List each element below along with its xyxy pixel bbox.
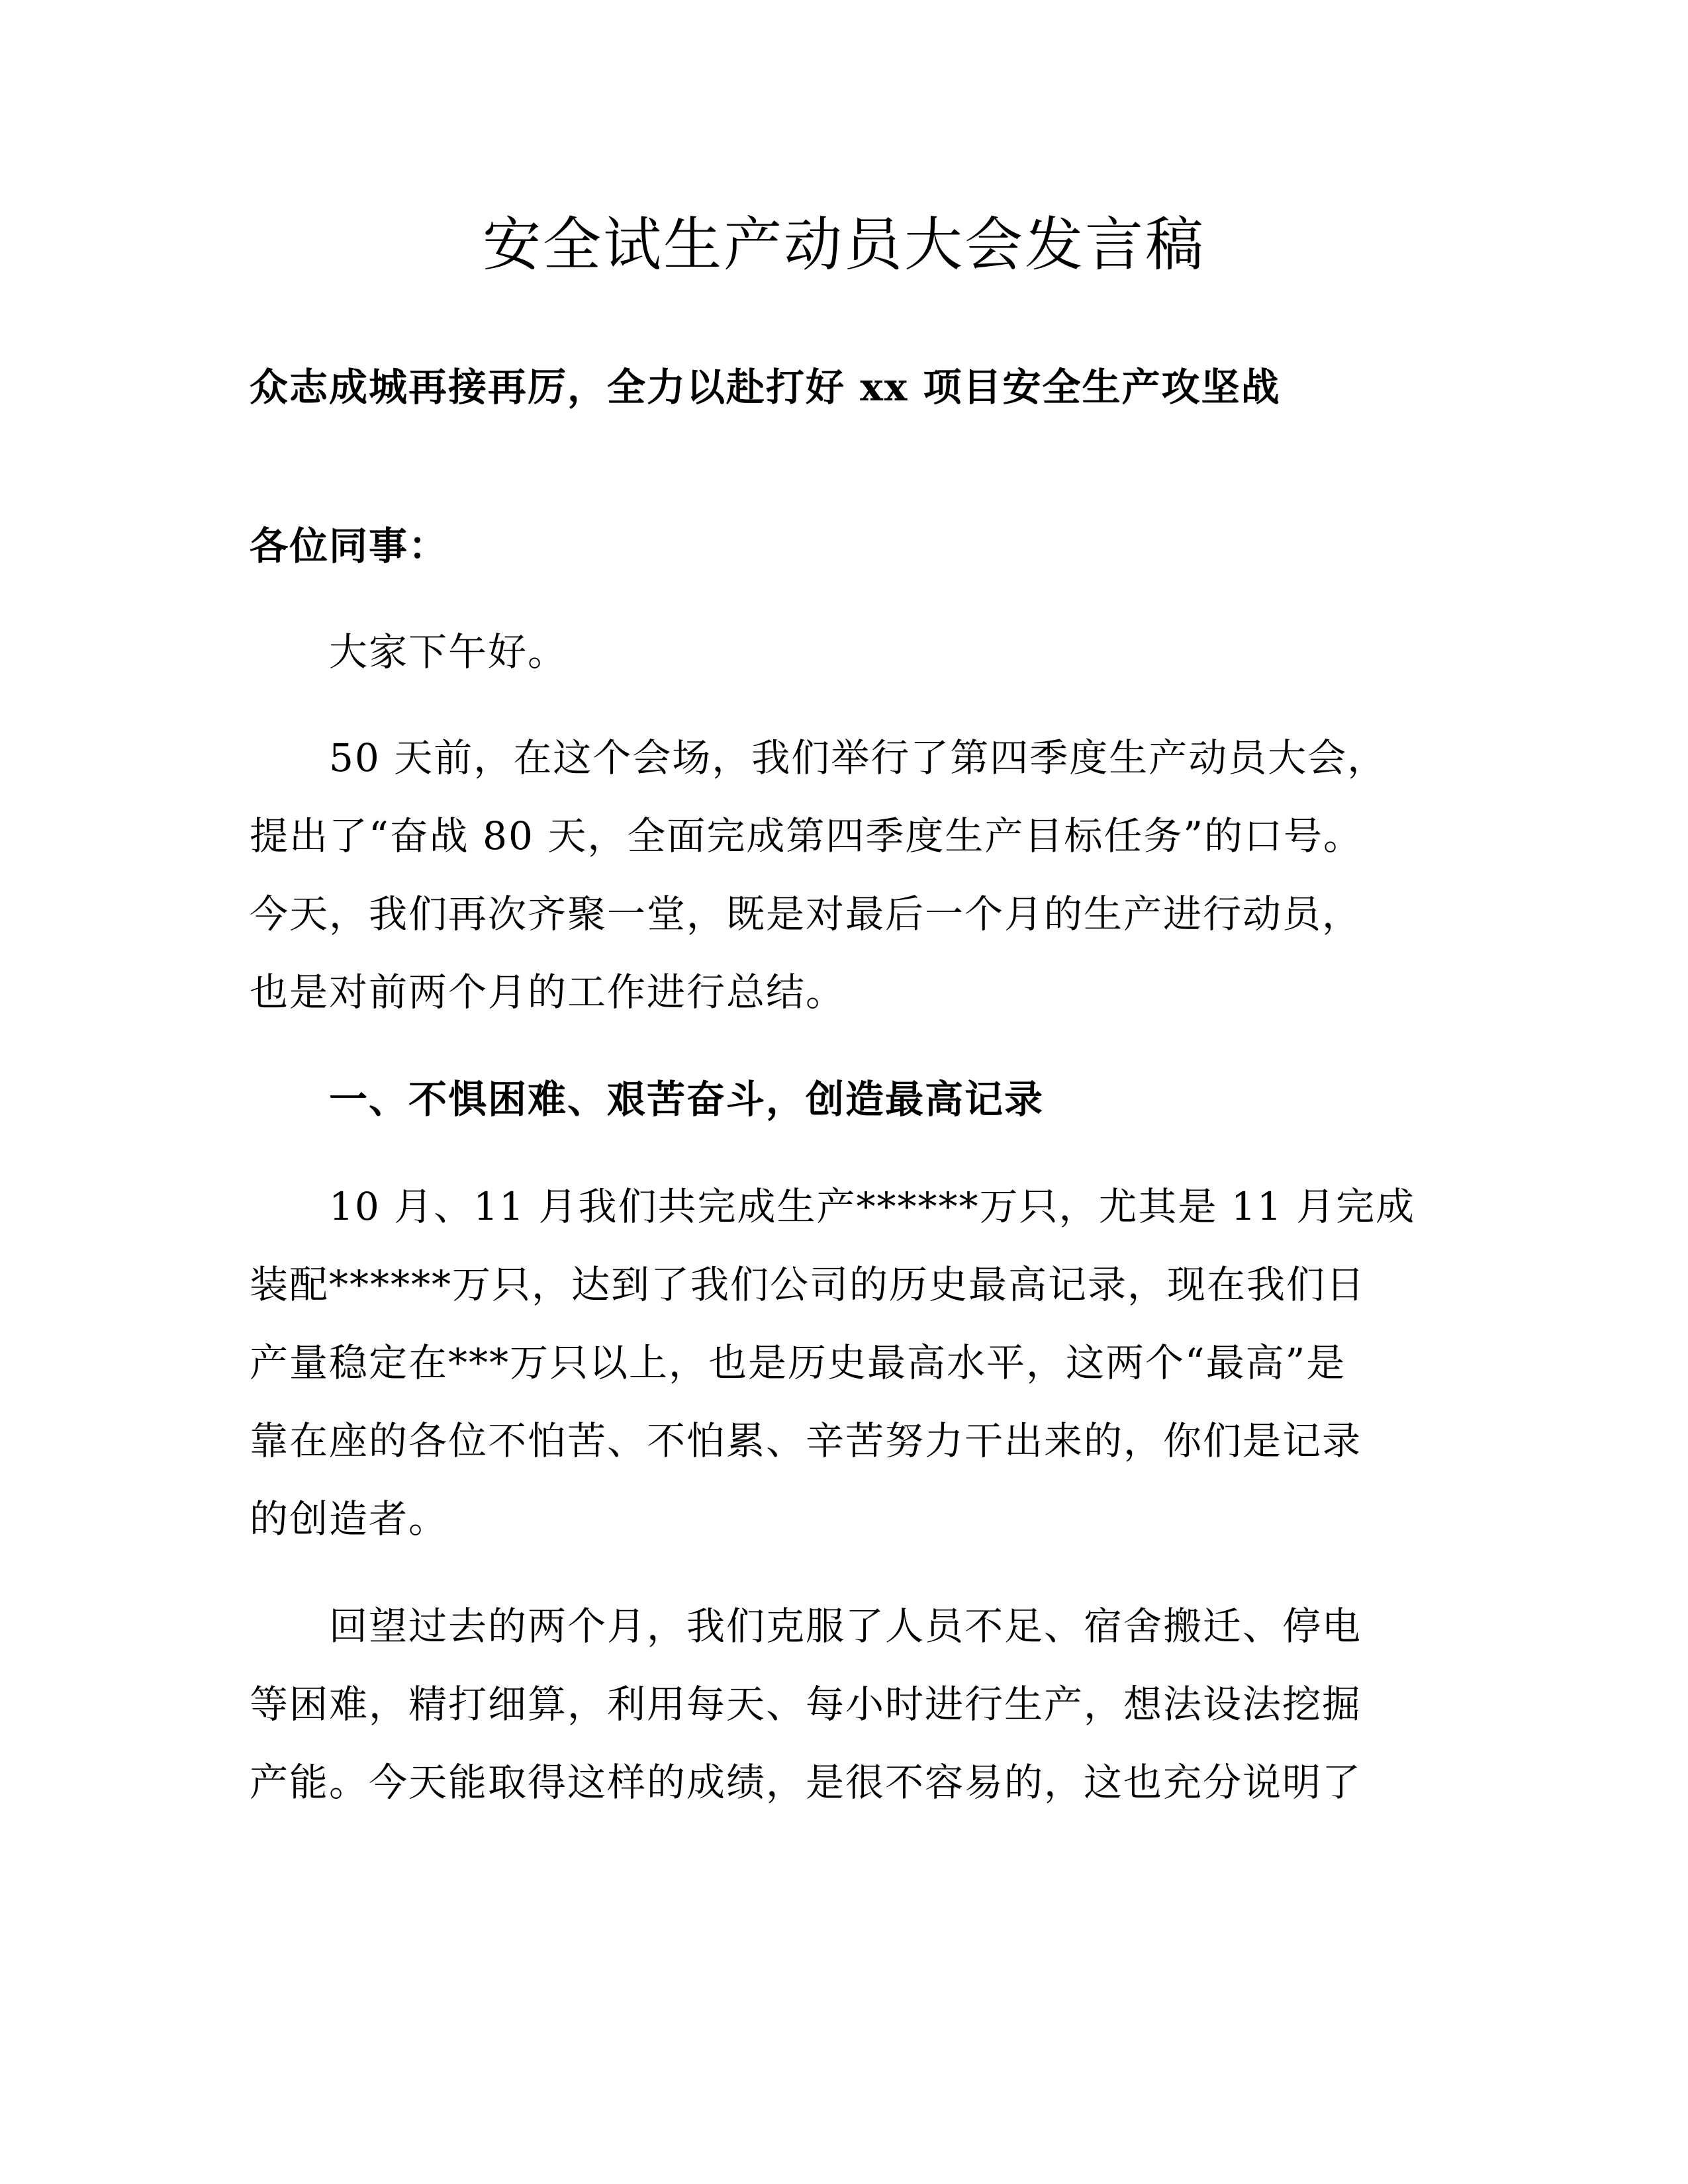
greeting: 大家下午好。 xyxy=(329,629,568,674)
paragraph-line: 回望过去的两个月，我们克服了人员不足、宿舍搬迁、停电 xyxy=(329,1604,1362,1649)
document-title: 安全试生产动员大会发言稿 xyxy=(482,210,1205,279)
paragraph-line: 产能。今天能取得这样的成绩，是很不容易的，这也充分说明了 xyxy=(250,1760,1362,1805)
paragraph-line: 提出了“奋战 80 天，全面完成第四季度生产目标任务”的口号。 xyxy=(250,813,1363,858)
salutation: 各位同事： xyxy=(250,523,449,569)
paragraph-line: 今天，我们再次齐聚一堂，既是对最后一个月的生产进行动员， xyxy=(250,891,1362,936)
paragraph-line: 靠在座的各位不怕苦、不怕累、辛苦努力干出来的，你们是记录 xyxy=(250,1418,1362,1463)
paragraph-line: 也是对前两个月的工作进行总结。 xyxy=(250,970,846,1015)
paragraph-line: 产量稳定在***万只以上，也是历史最高水平，这两个“最高”是 xyxy=(250,1340,1346,1385)
paragraph-line: 10 月、11 月我们共完成生产******万只，尤其是 11 月完成 xyxy=(329,1184,1416,1229)
paragraph-line: 50 天前，在这个会场，我们举行了第四季度生产动员大会， xyxy=(329,735,1387,780)
document-subtitle: 众志成城再接再厉，全力以赴打好 xx 项目安全生产攻坚战 xyxy=(250,365,1281,410)
paragraph-line: 装配******万只，达到了我们公司的历史最高记录，现在我们日 xyxy=(250,1262,1366,1307)
paragraph-line: 等困难，精打细算，利用每天、每小时进行生产，想法设法挖掘 xyxy=(250,1682,1362,1727)
paragraph-line: 的创造者。 xyxy=(250,1496,449,1541)
section-heading: 一、不惧困难、艰苦奋斗，创造最高记录 xyxy=(329,1077,1045,1122)
